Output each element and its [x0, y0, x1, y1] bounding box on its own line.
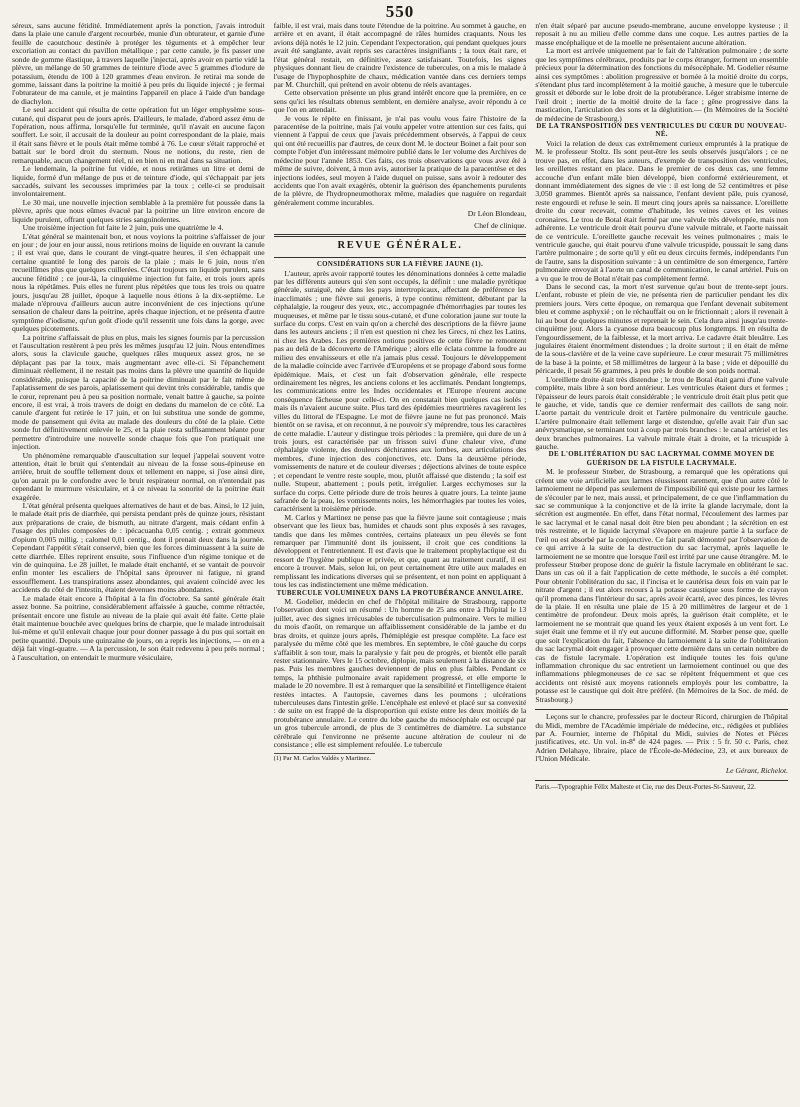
printer-line: Paris.—Typographie Félix Malteste et Cie, rue des Deux-Portes-St-Sauveur, 22. — [535, 784, 756, 792]
paragraph: Un phénomène remarquable d'auscultation sur lequel j'appelai souvent votre attention, était le bruit qui s'entendait au niveau de la fosse sous-épineuse en arrière, bruit de souffle tellement doux et tellement en nappe, si j'ose ainsi dire, qu'on aurait pu le confondre avec le bruit respirateur normal, on n'entendait pas cependant le murmure vésiculaire, et à ce niveau la sonorité de la poitrine était exagérée. — [12, 450, 265, 502]
paragraph: M. Godelier, médecin en chef de l'hôpital militaire de Strasbourg, rapporte l'observation dont voici un résumé : Un homme de 25 ans entre à l'hôpital le 13 juillet, avec des signes irrécusables de tuberculisation pulmonaire. Vers le milieu du mois d'août, on remarque un affaiblissement considérable de la jambe et du bras droits, et quinze jours après, l'hémiplégie est presque complète. La face est paralysée du même côté que les membres. En septembre, le côté gauche du corps s'affaiblit à son tour, mais la paralysie y fait peu de progrès, et bientôt elle paraît rester stationnaire. Vers le 15 octobre, diplopie, mais seulement à la distance de six pas. Puis les membres gauches deviennent de plus en plus faibles. Pendant ce temps, la phthisie pulmonaire avait rapidement progressé, et elle emporte le malade le 20 novembre. Il est à remarquer que la sensibilité et l'intelligence étaient restées intactes. A l'autopsie, cavernes dans les poumons ; ulcérations tuberculeuses dans l'intestin grêle. L'encéphale est enlevé et placé sur sa convexité : de suite on est frappé de la disproportion qui existe entre les deux moitiés de la protubérance annulaire. Le centre du lobe gauche du mésocéphale est occupé par un gros tubercule arrondi, de plus de 3 centimètres de diamètre. La substance cérébrale qui l'environne ne présente aucune altération de couleur ni de consistance ; elle est simplement refoulée. Le tubercule — [273, 596, 527, 750]
paragraph: Le lendemain, la poitrine fut vidée, et nous retirâmes un litre et demi de liquide, formé d'un mélange de pus et de teinture d'iode, qui s'échappait par jets saccadés, suivant les secousses imprimées par la toux ; celle-ci se produisait involontairement. — [12, 164, 265, 199]
column-1 — [12, 22, 265, 1100]
paragraph: L'auteur, après avoir rapporté toutes les dénominations données à cette maladie par les différents auteurs qui s'en sont occupés, la définit : une maladie pyrétique générale, suraiguë, née dans les pays intertropicaux, affectant de préférence les inacclimatés ; une fièvre sui generis, à type continu rémittent, débutant par la céphalalgie, la rougeur des yeux, etc., accompagnée d'hémorrhagies par toutes les muqueuses, et même par le tissu sous-cutané, et d'une coloration jaune sur toute la surface du corps. C'est en vain qu'on a cherché des descriptions de la fièvre jaune dans les auteurs anciens ; il n'en est question ni chez les Grecs, ni chez les Latins, ni chez les Arabes. Les premières notions positives de cette fièvre ne remontent pas au delà de la découverte de l'Amérique ; alors elle éclata comme la foudre au milieu des envahisseurs et elle n'a jamais plus cessé. Toujours le développement de la maladie coïncide avec l'arrivée d'Européens et se propage d'abord sous forme épidémique. Mais, et c'est un fait d'observation générale, elle respecte ordinairement les nègres, les anciens colons et les acclimatés. Pendant longtemps, les communications entre les Indes occidentales et l'Europe n'eurent aucune conséquence fâcheuse pour celle-ci. On en constatait bien quelques cas isolés ; mais ils n'avaient aucune suite. Plus tard des épidémies meurtrières ravagèrent les villes du littoral de l'Espagne. Le mot de fièvre jaune ne fut pas prononcé. Mais bientôt on se ravisa, et on reconnut, à ne pouvoir s'y méprendre, tous les caractères de cette maladie. L'auteur y distingue trois périodes : la première, qui dure de un à trois jours, est caractérisée par un frisson suivi d'une chaleur vive, d'une céphalalgie violente, des douleurs déchirantes aux lombes, aux articulations des membres, d'une injection des conjonctives, etc. Dans la deuxième période, vomissements de nature et de couleur diverses ; déjections alvines de toute espèce ; et cependant le ventre reste souple, mou, plutôt affaissé que distendu ; la soif est nulle. Stupeur, abattement ; pouls petit, irrégulier. Larges ecchymoses sur la surface du corps. Cette période dure de trois heures à quatre jours. La teinte jaune safranée de la peau, les vomissements noirs, les hémorrhagies par toutes les voies, caractérisent la troisième période. — [273, 268, 527, 514]
paragraph: M. Carlos y Martinez ne pense pas que la fièvre jaune soit contagieuse ; mais observant que les lieux bas, humides et chauds sont plus exposés à ses ravages, tandis que dans les mêmes contrées, certains plateaux un peu élevés se font remarquer par l'immunité dont ils jouissent, il croit que ces conditions la développent et l'entretiennent. Il est d'avis que le traitement prophylactique est du ressort de l'hygiène publique et privée, et que, quant au traitement curatif, il est encore à trouver. Mais, selon lui, on peut certainement être utile aux malades en remplissant les indications diverses qui se présentent, et non point en appliquant à tous les cas indistinctement une même médication. — [273, 512, 527, 590]
paragraph: Dans le second cas, la mort n'est survenue qu'au bout de trente-sept jours. L'enfant, robuste et plein de vie, ne présenta rien de particulier pendant les dix premiers jours. Vers cette époque, on remarqua que l'enfant devenait subitement bleu et comme asphyxié ; on le réchauffait ou on le frictionnait ; alors il revenait à lui au bout de quelques minutes et reprenait le sein. Cela dura ainsi jusqu'au trente-cinquième jour. Alors la cyanose dura beaucoup plus longtemps. Il en résulta de l'engourdissement, de la faiblesse, et la mort arriva. Le cadavre était bleuâtre. Les jugulaires étaient énormément distendues ; la droite surtout ; il en était de même de la sous-clavière et de la veine cave supérieure. Le cœur mesurait 75 millimètres de la base à la pointe, et 58 millimètres de largeur à la base ; vide et dépouillé du péricarde, il pesait 56 grammes, à peu près le double de son poids normal. — [535, 282, 789, 376]
section-divider — [274, 257, 527, 258]
text-columns — [12, 22, 788, 1100]
article-heading: CONSIDÉRATIONS SUR LA FIÈVRE JAUNE (1). — [316, 261, 484, 269]
journal-page — [12, 4, 788, 1104]
gerant-line: Le Gérant, Richelot. — [725, 765, 789, 775]
column-3 — [535, 22, 788, 1100]
paragraph: Cette observation présente un plus grand intérêt encore que la première, en ce sens qu'ici les résultats obtenus semblent, en dernière analyse, avoir répondu à ce que l'on en attendait. — [273, 88, 527, 115]
paragraph: L'état général présenta quelques alternatives de haut et de bas. Ainsi, le 12 juin, le malade était pris de diarrhée, qui persista pendant près de quinze jours, résistant aux préparations de craie, de bismuth, au nitrate d'argent, mais cédant enfin à l'usage des pilules composées de : ipécacuanha 0,05 centig. ; extrait gommeux d'opium 0,005 millig. ; calomel 0,01 centig., dont il prenait deux dans la journée. Cependant l'appétit s'était conservé, bien que les forces diminuassent à la suite de cette diarrhée. Elles reprirent ensuite, sous l'influence d'un régime tonique et de vin de quinquina. Le 28 juillet, le malade était enchanté, et se vantait de pouvoir enfin monter les escaliers de l'hôpital sans éprouver ni fatigue, ni grand essoufflement. Les transpirations assez abondantes, qui avaient coïncidé avec les accidents du côté de l'intestin, étaient devenues moins abondantes. — [12, 501, 265, 595]
paragraph: Le 30 mai, une nouvelle injection semblable à la première fut poussée dans la plèvre, après que nous eûmes évacué par la poitrine un litre environ encore de liquide purulent, offrant quelques stries sanguinolentes. — [12, 197, 265, 224]
paragraph: faible, il est vrai, mais dans toute l'étendue de la poitrine. Au sommet à gauche, en arrière et en avant, il était accompagné de râles humides craquants. Nous les avions déjà notés le 12 juin. Cependant l'expectoration, qui pendant quelques jours avait été sanglante, avait repris ses caractères insignifiants ; la toux était rare, et l'état général restait, en définitive, assez satisfaisant. Toutefois, les signes physiques donnant lieu de craindre l'existence de tubercules, on a mis le malade à l'usage de l'hypophosphite de chaux, médication vantée dans ces derniers temps par M. Churchill, qui prétend en avoir obtenu de réels avantages. — [273, 22, 527, 89]
column-2 — [274, 22, 527, 1100]
paragraph: La mort est arrivée uniquement par le fait de l'altération pulmonaire ; de sorte que les symptômes cérébraux, produits par le corps étranger, forment un ensemble précieux pour la détermination des fonctions du mésocéphale. M. Godelier résume ainsi ces symptômes : abolition progressive et bornée à la moitié droite du corps, s'étendant plus tard incomplètement à la moitié gauche, à mesure que le tubercule grossit et déborde sur le lobe droit de la protubérance. Léger strabisme interne de l'œil droit ; inertie de la moitié droite de la face ; gêne progressive dans la mastication, l'articulation des sons et la déglutition.— (In Mémoires de la Société de médecine de Strasbourg.) — [535, 46, 789, 123]
paragraph: La poitrine s'affaissait de plus en plus, mais les signes fournis par la percussion et l'auscultation restèrent à peu près les mêmes jusqu'au 12 juin. Nous entendîmes alors, sous la clavicule gauche, quelques râles muqueux assez gros, ne se déplaçant pas par la toux, mais augmentant avec elle-ci. Si l'épanchement diminuait réellement, il ne restait pas moins dans la plèvre une quantité de liquide considérable, puisque la capacité de la poitrine diminuait par le fait même de l'aplatissement de ses parois, aplatissement qui devint très considérable, tandis que le cœur, reprenant peu à peu sa position normale, venait battre à gauche, sa pointe encore, il est vrai, à trois travers de doigt en dedans du mamelon de ce côté. La canule d'argent fut retirée le 17 juin, et on lui substitua une sonde de gomme, mode de pansement qui évita au malade des douleurs du côté de la plaie. Cette sonde fut définitivement enlevée le 25, et la plaie resta suffisamment béante pour permettre d'introduire une nouvelle sonde chaque fois que l'on pratiquait une injection. — [12, 332, 265, 452]
section-title: REVUE GÉNÉRALE. — [337, 240, 463, 252]
paragraph: M. le professeur Stœber, de Strasbourg, a remarqué que les opérations qui créent une voie artificielle aux larmes réussissent rarement, que d'un autre côté le larmoiement ne dépend pas seulement de l'impossibilité qui existe pour les larmes de s'écouler par le nez, mais aussi, et principalement, de ce que l'inflammation du sac se communique à la conjonctive et de là irrite la glande lacrymale, dont la sécrétion est augmentée. En effet, dans l'état normal, l'écoulement des larmes par le sac lacrymal et le canal nasal doit être bien peu abondant ; la sécrétion en est très restreinte, et le liquide lacrymal s'évapore en majeure partie à la surface de l'œil ou est absorbé par la conjonctive. Ce fait paraît démontré par l'observation de ce qui arrive à la suite de la destruction du sac lacrymal, après laquelle le larmoiement ne se montre que lorsque l'œil est irrité par une cause étrangère. M. le professeur Stœber propose donc de guérir la fistule lacrymale en oblitérant le sac. Dans un cas où il a fait l'application de cette méthode, le succès a été complet. Pour obtenir l'oblitération du sac, il l'incisa et le cautérisa deux fois en vain par le nitrate d'argent ; il eut alors recours à la potasse caustique sous forme de crayon qu'il promena dans l'intérieur du sac, après avoir écarté, avec des pinces, les lèvres de la plaie. Il en résulta une plaie de 15 à 20 millimètres de largeur et de 1 centimètre de profondeur. Deux mois après, la guérison était complète, et le larmoiement ne se montrait que quand les yeux étaient exposés à un vent fort. Le sujet était une femme et il n'y eut aucune difformité. M. Stœber pense que, quelle que soit l'explication du fait, l'absence du larmoiement à la suite de l'oblitération du sac lacrymal doit engager à provoquer cette dernière dans un certain nombre de cas de fistule lacrymale. L'opération est indiquée toutes les fois qu'une inflammation chronique du sac entretient un larmoiement continuel ou que des inflammations phlegmoneuses de ce sac se répètent fréquemment et que ces accidents ont résisté aux moyens rationnels employés pour les combattre, la potasse est le caustique qui doit être préféré. (In Mémoires de la Soc. de méd. de Strasbourg.) — [535, 467, 789, 704]
paragraph: Le seul accident qui résulta de cette opération fut un léger emphysème sous-cutané, qui disparut peu de jours après. D'ailleurs, le malade, d'abord assez ému de l'opération, nous affirma, lorsqu'elle fut terminée, qu'il n'avait en aucune façon souffert. Le soir, il accusait de la douleur au point correspondant de la plaie, mais il était sans fièvre et le pouls était même tombé à 76. Le cœur s'était rapproché et battait sur le bord droit du sternum. Nous ne notions, du reste, rien de remarquable, aucun changement réel, ni en bien ni en mal dans sa situation. — [12, 105, 265, 165]
paragraph: séreux, sans aucune fétidité. Immédiatement après la ponction, j'avais introduit dans la plaie une canule d'argent recourbée, munie d'un obturateur, et garnie d'une feuille de caoutchouc destinée à protéger les téguments et à empêcher leur excoriation au contact du pavillon métallique ; par cette canule, je fis passer une sonde de gomme élastique, à travers laquelle j'injectai, après avoir en partie vidé la plèvre, un mélange de 50 grammes de teinture d'iode avec 5 grammes d'iodure de potassium, étendu de 100 à 120 grammes d'eau environ. Je retirai ma sonde de gomme, laissant dans la poitrine la moitié à peu près du liquide injecté ; je fermai l'obturateur de ma canule, et je maintins l'appareil en place à l'aide d'un bandage de diachylon. — [12, 22, 265, 106]
paragraph: n'en était séparé par aucune pseudo-membrane, aucune enveloppe kysteuse ; il reposait à nu au milieu d'elle comme dans une coque. Les autres parties de la masse encéphalique et de la moelle ne présentaient aucune altération. — [535, 22, 789, 47]
paragraph: Je vous le répète en finissant, je n'ai pas voulu vous faire l'histoire de la paracentèse de la poitrine, mais j'ai voulu appeler votre attention sur ces faits, qui viennent à l'appui de ceux que j'avais précédemment observés, à l'appui de ceux qui ont été recueillis par d'autres, de ceux dont M. le docteur Boinet a fait pour son compte l'objet d'un intéressant mémoire publié dans le 1er volume des Archives de médecine pour l'année 1853. Ces faits, ces trois observations que vous avez été à même de suivre, doivent, à mon avis, autoriser la pratique de la paracentèse et des injections iodées, seul moyen à l'aide duquel on puisse, sans avoir à redouter des accidents que l'on avait exagérés, obtenir la guérison des épanchements purulents de la plèvre, de l'hydropneumothorax même, maladies que naguère on regardait généralement comme incurables. — [273, 113, 527, 207]
article-heading: DE LA TRANSPOSITION DES VENTRICULES DU CŒUR DU NOUVEAU-NÉ. — [536, 123, 787, 139]
book-notice: Leçons sur le chancre, professées par le docteur Ricord, chirurgien de l'hôpital du Midi, membre de l'Académie impériale de médecine, etc., rédigées et publiées par A. Fournier, interne de l'hôpital du Midi, suivies de Notes et Pièces justificatives, etc. Un vol. in-8º de 424 pages. — Prix : 5 fr. 50 c. Paris, chez Adrien Delahaye, libraire, place de l'École-de-Médecine, 23, et aux bureaux de l'Union Médicale. — [535, 712, 789, 764]
article-heading: TUBERCULE VOLUMINEUX DANS LA PROTUBÉRANCE ANNULAIRE. — [276, 589, 524, 597]
page-number: 550 — [385, 2, 415, 21]
section-divider — [535, 709, 788, 710]
section-divider — [274, 234, 527, 237]
paragraph: Voici la relation de deux cas extrêmement curieux empruntés à la pratique de M. le professeur Stoltz. Ils sont peut-être les seuls observés jusqu'alors ; ce ne trouve pas, en effet, dans les auteurs, d'exemple de transposition des ventricules, les oreillettes restant en place. Dans le premier de ces deux cas, une femme accouche d'un enfant mâle bien développé, bien conformé extérieurement, et donnant immédiatement des signes de vie : il est long de 52 centimètres et pèse 3,050 grammes. Bientôt après sa naissance, l'enfant devient pâle, puis cyanosé, reste engourdi et refuse le sein. Il meurt cinq jours après sa naissance. L'oreillette droite du cœur recevait, comme d'habitude, les veines caves et les veines coronaires. Le trou de Botal était fermé par une valvule très développée, mais non adhérente. Le ventricule droit était pourvu d'une valvule mitrale, et l'aorte naissait de ce ventricule. L'oreillette gauche recevait les veines pulmonaires ; mais le ventricule gauche, qui était pourvu d'une valvule tricuspide, poussait le sang dans l'artère pulmonaire ; de sorte qu'il y eût eu deux circuits fermés, indépendants l'un de l'autre, sans la disposition suivante : à un centimètre de son émergence, l'artère pulmonaire envoyait à l'aorte un canal de communication, le canal artériel. Puis on a vu que le trou de Botal n'était pas complètement fermé. — [535, 138, 789, 283]
paragraph: Le malade était encore à l'hôpital à la fin d'octobre. Sa santé générale était assez bonne. Sa poitrine, considérablement affaissée à gauche, comme rétractée, présentait encore une fistule au niveau de la plaie qui avait été faite. Cette plaie était maintenue bouchée avec quelques brins de charpie, que le malade introduisait lui-même et qu'il enlevait chaque jour pour donner passage à du pus qui sortait en petite quantité. Depuis une quinzaine de jours, on a repris les injections, — on en a déjà fait vingt-quatre. — A la percussion, le son était redevenu à peu près normal ; à l'auscultation, on entendait le murmure vésiculaire, — [12, 593, 265, 662]
signature-name: Dr Léon Blondeau, — [467, 209, 527, 219]
paragraph: Une troisième injection fut faite le 2 juin, puis une quatrième le 4. — [22, 223, 224, 233]
paragraph: L'oreillette droite était très distendue ; le trou de Botal était garni d'une valvule complète, mais libre à son bord antérieur. Les ventricules étaient durs et fermes ; l'épaisseur de leurs parois était considérable ; le ventricule droit était plus petit que le gauche, et vide, tandis que ce dernier renfermait des caillots de sang noir. L'aorte partait du ventricule droit et l'artère pulmonaire du ventricule gauche. L'artère pulmonaire était tellement large et distendue, qu'elle avait l'air d'un sac anévrysmatique, se terminant tout à coup par trois branches : le canal artériel et les deux branches pulmonaires. La valvule mitrale était à droite, et la tricuspide à gauche. — [535, 374, 789, 452]
footnote: (1) Par M. Carlos Valdès y Martinez. — [273, 754, 371, 762]
paragraph: L'état général se maintenait bon, et nous voyions la poitrine s'affaisser de jour en jour ; de jour en jour aussi, nous retirions moins de liquide en ouvrant la canule ; il est vrai que, dans le courant de vingt-quatre heures, il s'en échappait une certaine quantité le long des parois de la plaie ; mais le 6 juin, nous n'en recueillîmes plus que quelques cuillerées. C'était toujours un liquide purulent, sans aucune fétidité ; ce jour-là, la cinquième injection fut faite, et trois jours après nous la répétâmes. Puis elles ne furent plus répétées que tous les trois ou quatre jours, jusqu'au 28 juillet, époque à laquelle nous étions à la dix-septième. Le malade n'éprouva d'ailleurs aucun autre inconvénient de ces injections qu'une sensation de chaleur dans la poitrine, après chaque injection, et ne présenta d'autre symptôme d'iodisme, qu'un goût d'iode qu'il ressentit une fois dans la gorge, avec quelques picotements. — [12, 231, 265, 334]
signature-role: Chef de clinique. — [474, 220, 527, 230]
section-divider — [535, 780, 788, 781]
article-heading: DE L'OBLITÉRATION DU SAC LACRYMAL COMME MOYEN DE GUÉRISON DE LA FISTULE LACRYMALE. — [548, 451, 775, 467]
footnote-divider — [274, 753, 375, 754]
